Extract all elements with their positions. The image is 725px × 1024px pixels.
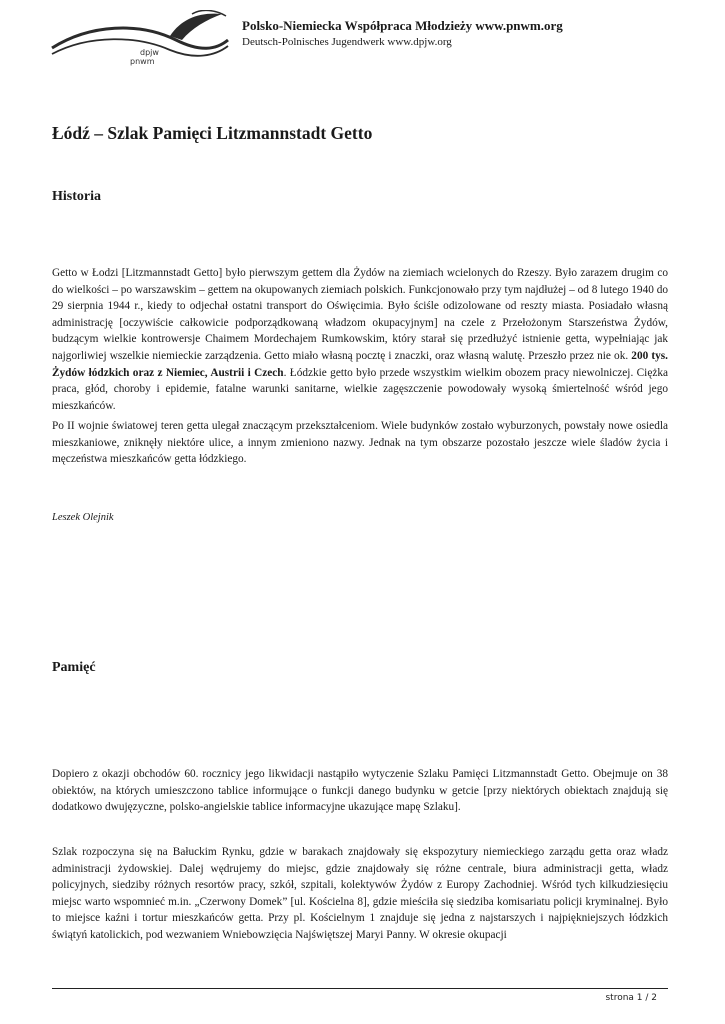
footer-divider [52,988,668,989]
logo-text-dpjw: dpjw [140,48,159,57]
logo-wordmark [130,48,159,66]
paragraph-text: . Łódzkie getto było przede wszystkim wielkim obozem pracy niewolniczej. Ciężka praca, głód, choroby i epidemie, fatalne warunki sanitarne, wielkie zagęszczenie powodowały wysoką śmiertelność wśród jego mieszkańców. [52,366,669,412]
paragraph-history-1 [52,265,668,414]
paragraph-bold-text: 200 tys. Żydów łódzkich oraz z Niemiec, Austrii i Czech [52,349,668,379]
header-org-pl: Polsko-Niemiecka Współpraca Młodzieży www.pnwm.org [242,18,563,33]
document-title: Łódź – Szlak Pamięci Litzmannstadt Getto [52,123,373,143]
page-number: strona 1 / 2 [605,993,657,1003]
paragraph-text: Getto w Łodzi [Litzmannstadt Getto] było pierwszym gettem dla Żydów na ziemiach wcielonych do Rzeszy. Było zarazem drugim co do wielkości – po warszawskim – gettem na okupowanych ziemiach polskich. Funkcjonowało przy tym najdłużej – od 8 lutego 1940 do 29 sierpnia 1944 r., kiedy to odjechał ostatni transport do Oświęcimia. Było ściśle odizolowane od reszty miasta. Posiadało własną administrację [oczywiście całkowicie podporządkowaną władzom okupacyjnym] na czele z Przełożonym Starszeństwa Żydów, budzącym wielkie kontrowersje Chaimem Mordechajem Rumkowskim, który starał się przedłużyć istnienie getta, wypełniając jak najgorliwiej wszelkie niemieckie zarządzenia. Getto miało własną pocztę i znaczki, oraz własną walutę. Przeszło przez nie ok. [52,267,668,362]
section-heading-historia: Historia [52,189,101,204]
header-org-de: Deutsch-Polnisches Jugendwerk www.dpjw.org [242,36,452,48]
section-heading-pamiec: Pamięć [52,660,96,675]
paragraph-memory-2: Szlak rozpoczyna się na Bałuckim Rynku, gdzie w barakach znajdowały się ekspozytury niemieckiego zarządu getta oraz władz administracji żydowskiej. Dalej wędrujemy do miejsc, gdzie znajdowały się różne centrale, biura administracji getta, władz policyjnych, siedziby różnych resortów pracy, szkół, szpitali, kolektywów Żydów z Europy Zachodniej. Wśród tych kilkudziesięciu miejsc warto wspomnieć m.in. „Czerwony Domek” [ul. Kościelna 8], gdzie mieściła się siedziba komisariatu policji kryminalnej. Było to miejsce kaźni i tortur mieszkańców getta. Przy pl. Kościelnym 1 znajduje się jedna z najstarszych i najpiękniejszych łódzkich świątyń katolickich, pod wezwaniem Wniebowzięcia Najświętszej Maryi Panny. W okresie okupacji [52,846,668,941]
author-name: Leszek Olejnik [52,512,114,523]
paragraph-memory-1: Dopiero z okazji obchodów 60. rocznicy jego likwidacji nastąpiło wytyczenie Szlaku Pamięci Litzmannstadt Getto. Obejmuje on 38 obiektów, na których umieszczono tablice informujące o funkcji danego budynku w getcie [przy niektórych obiektach znajdują się dodatkowo dwujęzyczne, polsko-angielskie tablice informacyjne ukazujące mapę Szlaku]. [52,768,668,814]
logo-text-pnwm: pnwm [130,57,155,66]
paragraph-history-2: Po II wojnie światowej teren getta ulegał znaczącym przekształceniom. Wiele budynków zostało wyburzonych, powstały nowe osiedla mieszkaniowe, zniknęły niektóre ulice, a innym zmieniono nazwy. Jednak na tym obszarze pozostało jeszcze wiele śladów życia i męczeństwa mieszkańców getta łódzkiego. [52,420,668,466]
